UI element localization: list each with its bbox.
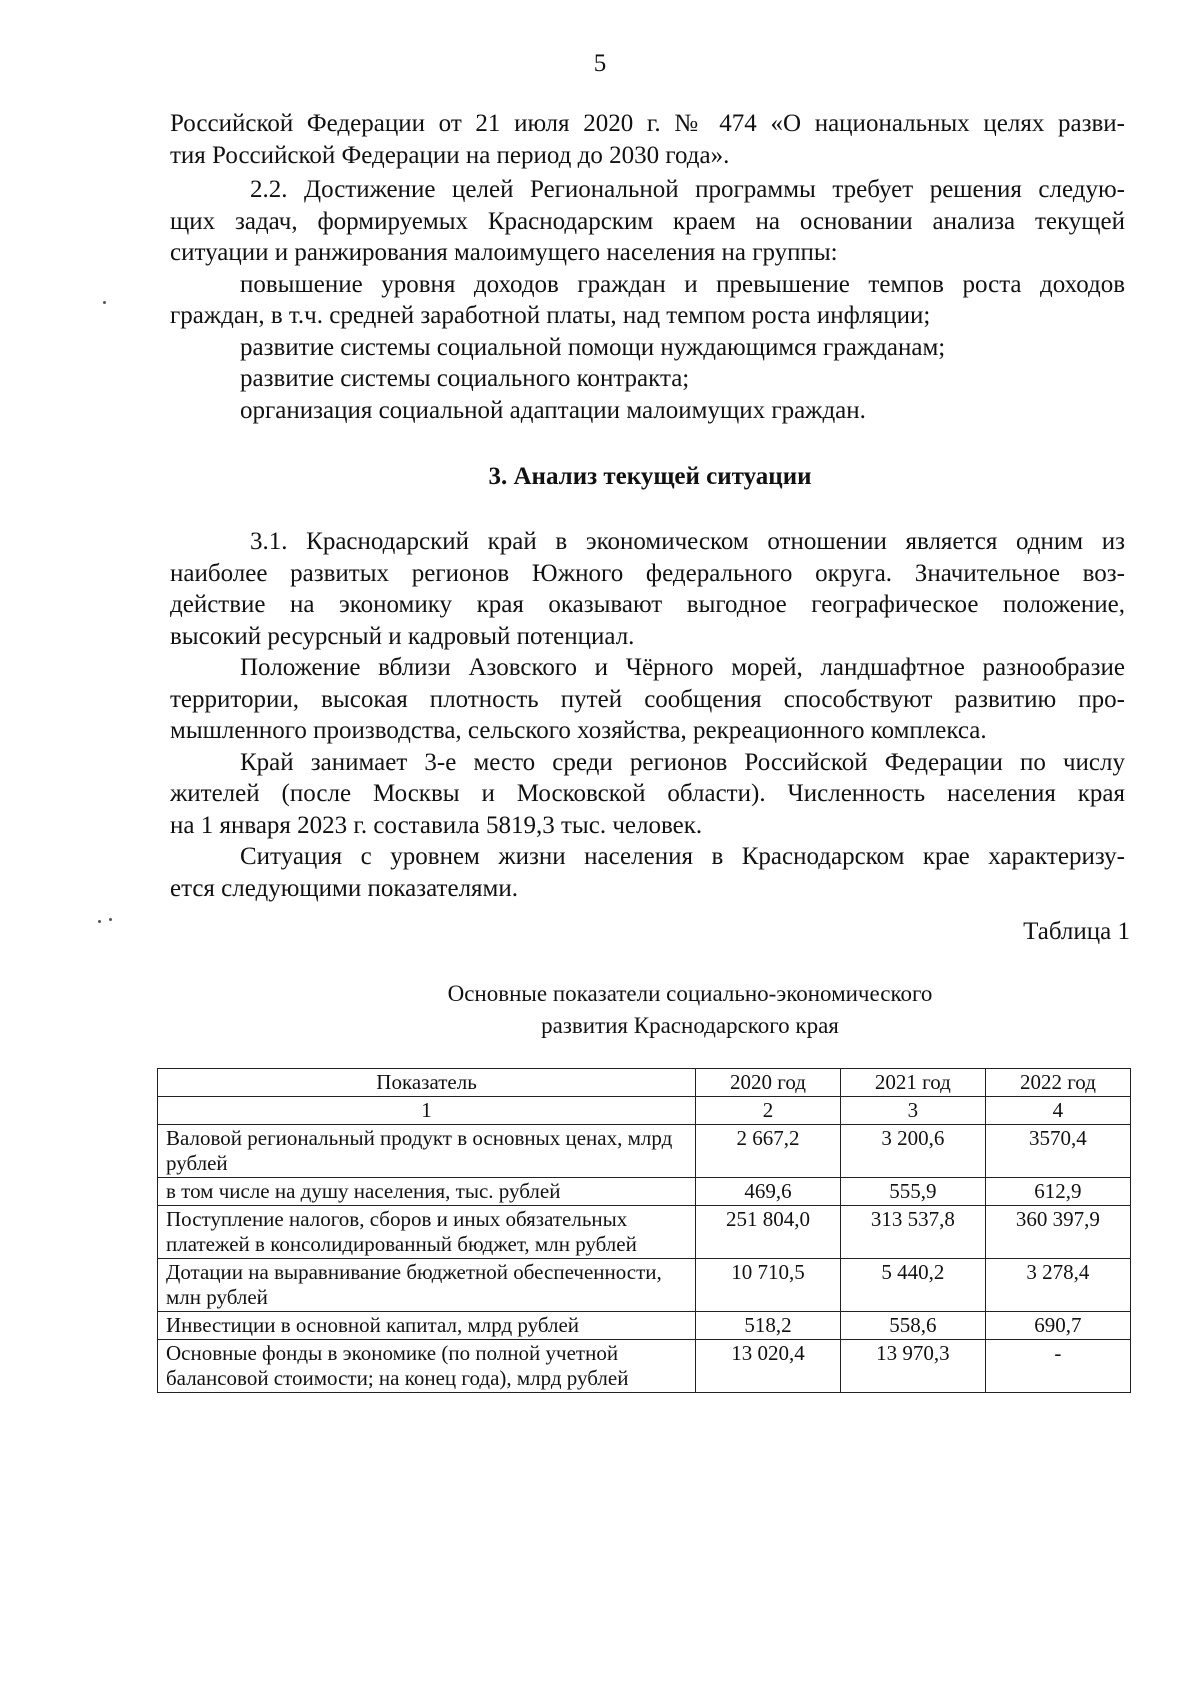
text-line: Ситуация с уровнем жизни населения в Краснодарском крае характеризу-: [240, 843, 1125, 870]
text-line: 3.1. Краснодарский край в экономическом отношении является одним из: [250, 528, 1125, 555]
indicator-cell: в том числе на душу населения, тыс. рублей: [158, 1178, 696, 1206]
table-row: [158, 1340, 1131, 1393]
text-line: Российской Федерации от 21 июля 2020 г. № 474 «О национальных целях разви-: [170, 110, 1125, 137]
text-line: тия Российской Федерации на период до 2030 года».: [170, 141, 730, 169]
table-title: [390, 978, 990, 1042]
indicator-cell: Поступление налогов, сборов и иных обязательных платежей в консолидированный бюджет, млн рублей: [158, 1206, 696, 1259]
text-line: действие на экономику края оказывают выгодное географическое положение,: [170, 591, 1125, 618]
task-item: граждан, в т.ч. средней заработной платы, над темпом роста инфляции;: [170, 302, 931, 329]
value-cell: 3 200,6: [840, 1125, 985, 1178]
column-header: 2022 год: [985, 1069, 1130, 1097]
text-line: ситуации и ранжирования малоимущего населения на группы:: [170, 239, 838, 266]
value-cell: 555,9: [840, 1178, 985, 1206]
value-cell: 360 397,9: [985, 1206, 1130, 1259]
index-cell: 2: [696, 1097, 841, 1125]
text-line: наиболее развитых регионов Южного федерального округа. Значительное воз-: [170, 559, 1125, 587]
text-line: жителей (после Москвы и Московской области). Численность населения края: [170, 780, 1125, 807]
indicator-cell: Дотации на выравнивание бюджетной обеспеченности, млн рублей: [158, 1259, 696, 1312]
column-header: 2020 год: [696, 1069, 841, 1097]
table-title-line: Основные показатели социально-экономического: [447, 981, 933, 1006]
task-item: организация социальной адаптации малоимущих граждан.: [240, 396, 866, 424]
column-header: 2021 год: [840, 1069, 985, 1097]
scan-speck: [103, 301, 106, 304]
indicator-cell: Основные фонды в экономике (по полной учетной балансовой стоимости; на конец года), млрд рублей: [158, 1340, 696, 1393]
text-line: территории, высокая плотность путей сообщения способствуют развитию про-: [170, 685, 1125, 713]
value-cell: 3570,4: [985, 1125, 1130, 1178]
value-cell: -: [985, 1340, 1130, 1393]
text-line: мышленного производства, сельского хозяйства, рекреационного комплекса.: [170, 717, 987, 744]
column-header: Показатель: [158, 1069, 696, 1097]
value-cell: 13 970,3: [840, 1340, 985, 1393]
value-cell: 13 020,4: [696, 1340, 841, 1393]
value-cell: 3 278,4: [985, 1259, 1130, 1312]
task-item: повышение уровня доходов граждан и превышение темпов роста доходов: [240, 270, 1125, 298]
page-number: 5: [593, 50, 607, 77]
paragraph-2-2: [170, 174, 1125, 426]
table-row: [158, 1259, 1131, 1312]
task-item: развитие системы социального контракта;: [240, 365, 690, 392]
text-line: 2.2. Достижение целей Региональной программы требует решения следую-: [250, 176, 1125, 203]
scan-speck: [98, 920, 101, 923]
intro-paragraph: [170, 108, 1125, 171]
paragraph-3-1: [170, 526, 1125, 904]
value-cell: 5 440,2: [840, 1259, 985, 1312]
value-cell: 2 667,2: [696, 1125, 841, 1178]
text-line: Положение вблизи Азовского и Чёрного морей, ландшафтное разнообразие: [240, 654, 1125, 681]
table-header-row: [158, 1069, 1131, 1097]
value-cell: 558,6: [840, 1312, 985, 1340]
indicator-cell: Валовой региональный продукт в основных ценах, млрд рублей: [158, 1125, 696, 1178]
value-cell: 518,2: [696, 1312, 841, 1340]
index-cell: 4: [985, 1097, 1130, 1125]
table-title-line: развития Краснодарского края: [541, 1013, 839, 1038]
index-cell: 3: [840, 1097, 985, 1125]
text-line: высокий ресурсный и кадровый потенциал.: [170, 622, 635, 650]
value-cell: 251 804,0: [696, 1206, 841, 1259]
text-line: на 1 января 2023 г. составила 5819,3 тыс. человек.: [170, 811, 703, 839]
text-line: Край занимает 3-е место среди регионов Российской Федерации по числу: [240, 748, 1125, 776]
task-item: развитие системы социальной помощи нуждающимся гражданам;: [240, 333, 946, 361]
table-row: [158, 1206, 1131, 1259]
index-cell: 1: [158, 1097, 696, 1125]
value-cell: 469,6: [696, 1178, 841, 1206]
value-cell: 313 537,8: [840, 1206, 985, 1259]
value-cell: 690,7: [985, 1312, 1130, 1340]
table-row: [158, 1125, 1131, 1178]
value-cell: 10 710,5: [696, 1259, 841, 1312]
indicator-cell: Инвестиции в основной капитал, млрд рублей: [158, 1312, 696, 1340]
scan-speck: [109, 918, 112, 921]
table-row: [158, 1178, 1131, 1206]
value-cell: 612,9: [985, 1178, 1130, 1206]
text-line: ется следующими показателями.: [170, 874, 518, 902]
indicators-table: [157, 1068, 1131, 1393]
table-row: [158, 1312, 1131, 1340]
text-line: щих задач, формируемых Краснодарским краем на основании анализа текущей: [170, 207, 1125, 235]
table-index-row: [158, 1097, 1131, 1125]
section-heading: 3. Анализ текущей ситуации: [488, 463, 812, 490]
table-label: Таблица 1: [1023, 918, 1130, 945]
